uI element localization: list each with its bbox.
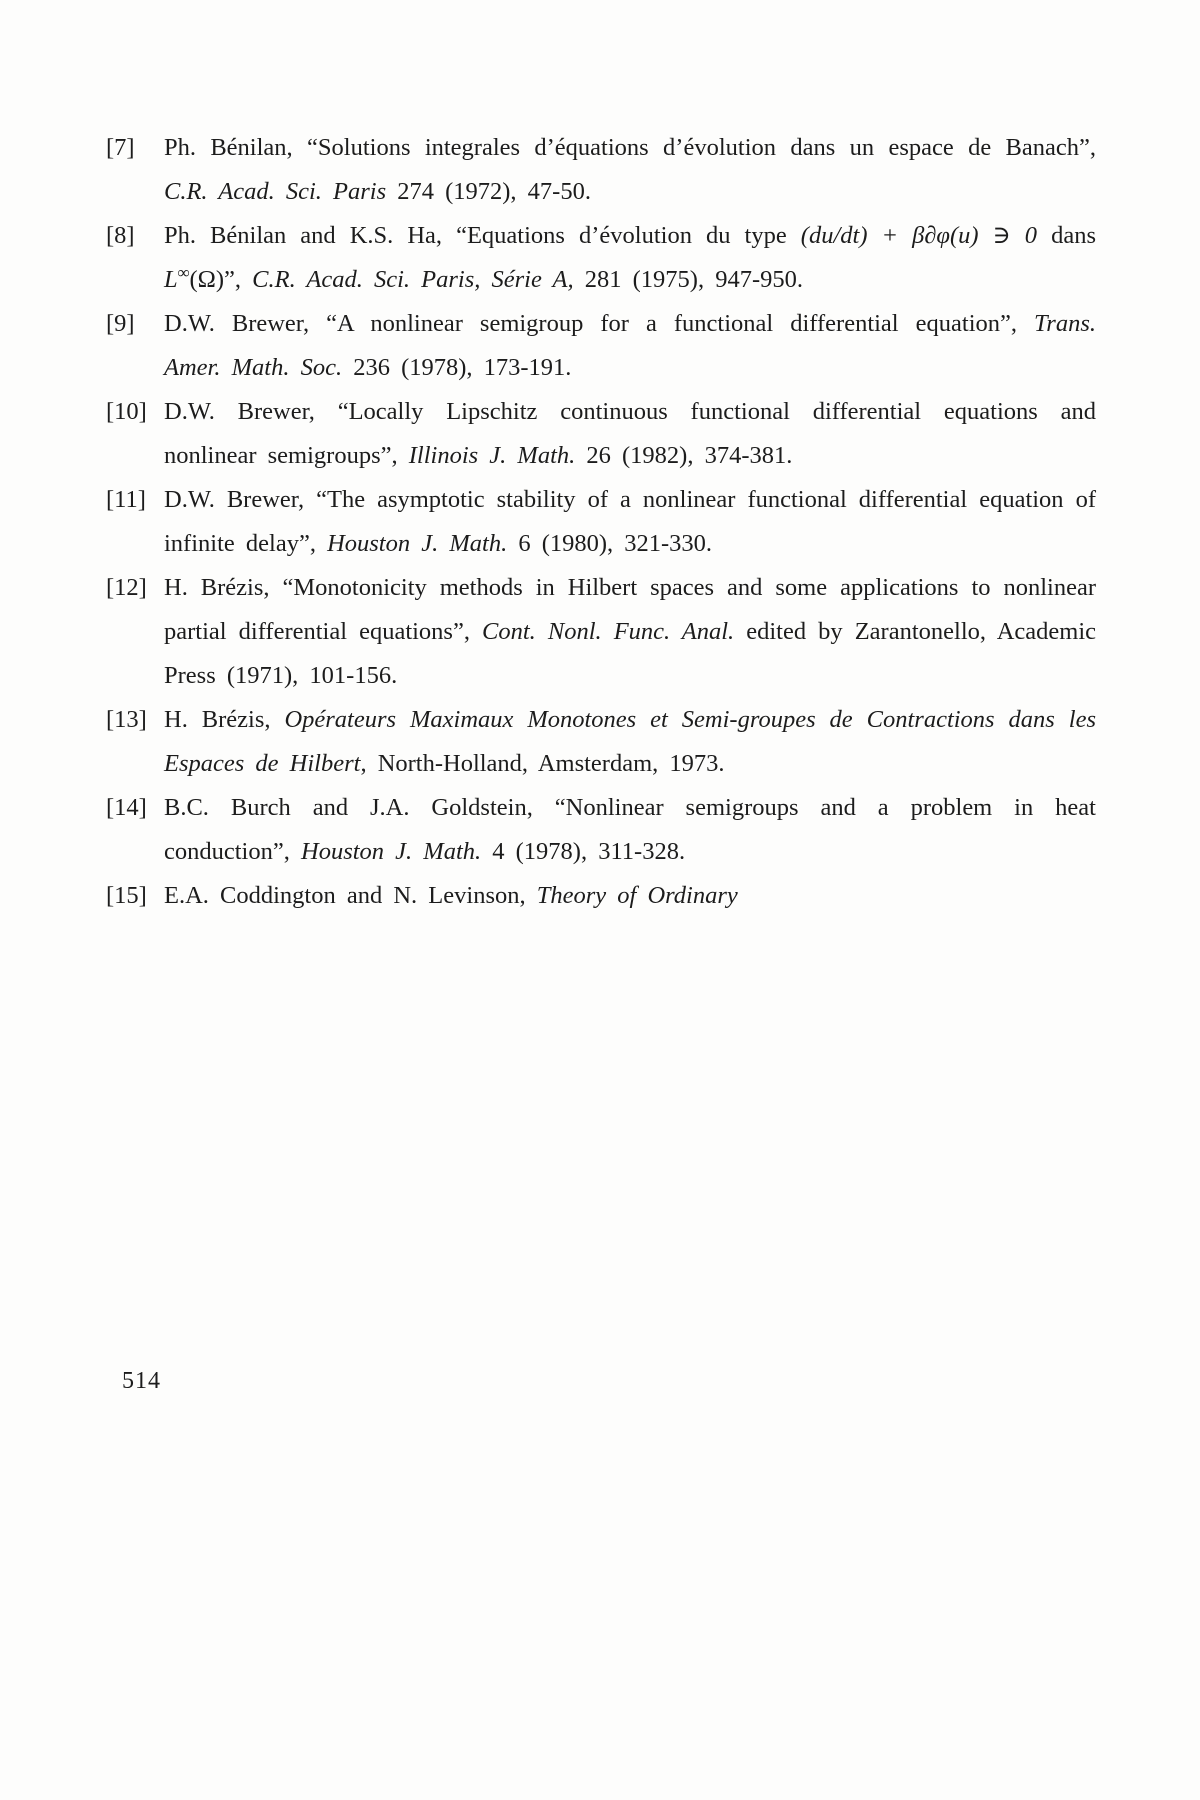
reference-item: [106, 786, 1096, 874]
reference-label: [10]: [106, 398, 147, 425]
reference-segment: B.C. Burch and J.A. Goldstein, “Nonlinear semigroups and a problem in heat conduction”,: [164, 794, 1096, 865]
reference-segment-italic: Theory of Ordinary: [536, 882, 738, 909]
document-page: [106, 126, 1096, 918]
reference-segment-italic: C.R. Acad. Sci. Paris, Série A,: [252, 266, 574, 293]
reference-label: [13]: [106, 706, 147, 733]
reference-segment: 281 (1975), 947-950.: [573, 266, 803, 293]
reference-text: [164, 566, 1096, 698]
reference-item: [106, 874, 1096, 918]
reference-segment: E.A. Coddington and N. Levinson,: [164, 882, 537, 909]
reference-label: [9]: [106, 310, 135, 337]
reference-text: [164, 874, 1096, 918]
page-number: 514: [122, 1368, 161, 1394]
reference-label: [14]: [106, 794, 147, 821]
reference-label: [8]: [106, 222, 135, 249]
reference-segment-sup: ∞: [177, 262, 190, 282]
reference-segment-italic: Opérateurs Maximaux Monotones et Semi-groupes de Contractions dans les Espaces de Hilbert: [164, 706, 1096, 777]
reference-segment-italic: Trans. Amer. Math. Soc.: [164, 310, 1096, 381]
reference-segment: 4 (1978), 311-328.: [481, 838, 686, 865]
reference-segment: 274 (1972), 47-50.: [386, 178, 591, 205]
reference-item: [106, 390, 1096, 478]
reference-text: [164, 214, 1096, 302]
reference-segment: 236 (1978), 173-191.: [342, 354, 572, 381]
reference-text: [164, 698, 1096, 786]
reference-segment: D.W. Brewer, “A nonlinear semigroup for a functional differential equation”,: [164, 310, 1035, 337]
reference-item: [106, 126, 1096, 214]
reference-segment-italic: Cont. Nonl. Func. Anal.: [482, 618, 735, 645]
reference-segment-italic: L: [164, 266, 178, 293]
reference-segment: 26 (1982), 374-381.: [575, 442, 793, 469]
reference-segment-italic: Houston J. Math.: [301, 838, 482, 865]
reference-segment: H. Brézis, “Monotonicity methods in Hilbert spaces and some applications to nonlinear partial differential equations”,: [164, 574, 1096, 645]
reference-text: [164, 126, 1096, 214]
reference-segment-italic: Houston J. Math.: [327, 530, 508, 557]
reference-label: [11]: [106, 486, 146, 513]
reference-segment: dans: [1037, 222, 1096, 249]
reference-item: [106, 698, 1096, 786]
reference-segment: , North-Holland, Amsterdam, 1973.: [360, 750, 725, 777]
reference-text: [164, 302, 1096, 390]
reference-item: [106, 566, 1096, 698]
reference-segment: (Ω)”,: [189, 266, 253, 293]
reference-segment: edited by Zarantonello, Academic Press (1971), 101-156.: [164, 618, 1097, 689]
reference-item: [106, 214, 1096, 302]
reference-segment: Ph. Bénilan, “Solutions integrales d’équations d’évolution dans un espace de Banach”,: [164, 134, 1096, 161]
reference-item: [106, 302, 1096, 390]
reference-text: [164, 390, 1096, 478]
reference-text: [164, 478, 1096, 566]
reference-segment: Ph. Bénilan and K.S. Ha, “Equations d’évolution du type: [164, 222, 801, 249]
reference-segment: D.W. Brewer, “Locally Lipschitz continuous functional differential equations and nonlinear semigroups”,: [164, 398, 1096, 469]
reference-segment-italic: (du/dt) + β∂φ(u) ∋ 0: [800, 222, 1038, 249]
reference-label: [12]: [106, 574, 147, 601]
reference-segment: H. Brézis,: [164, 706, 285, 733]
reference-segment-italic: Illinois J. Math.: [408, 442, 576, 469]
references-list: [106, 126, 1096, 918]
reference-item: [106, 478, 1096, 566]
reference-label: [7]: [106, 134, 135, 161]
reference-label: [15]: [106, 882, 147, 909]
reference-segment: 6 (1980), 321-330.: [507, 530, 713, 557]
reference-segment: D.W. Brewer, “The asymptotic stability of a nonlinear functional differential equation of infinite delay”,: [164, 486, 1096, 557]
reference-text: [164, 786, 1096, 874]
reference-segment-italic: C.R. Acad. Sci. Paris: [164, 178, 387, 205]
